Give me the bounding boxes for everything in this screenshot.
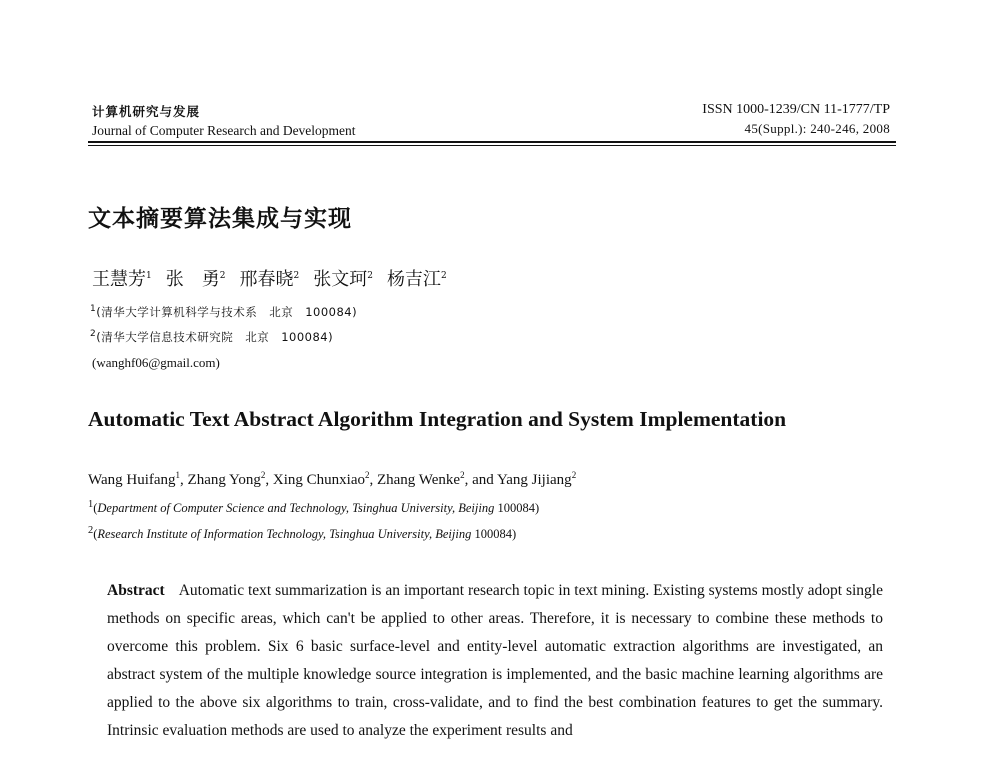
author-cn-aff: 2 <box>293 271 300 281</box>
author-email: (wanghf06@gmail.com) <box>92 355 220 370</box>
journal-name-cn: 计算机研究与发展 <box>92 104 201 119</box>
affiliation-open: ( <box>93 501 98 516</box>
affiliation-mark: 2 <box>90 329 97 340</box>
author-cn-name: 王慧芳 <box>92 269 146 290</box>
abstract <box>107 577 883 745</box>
author-en: Wang Huifang <box>88 472 176 488</box>
affiliation-mark: 1 <box>88 499 94 510</box>
affiliation-en-2 <box>88 525 516 542</box>
author-cn-name: 张 勇 <box>165 269 220 290</box>
author-separator: , <box>464 472 473 488</box>
author-separator: , <box>369 472 377 488</box>
author-en: Zhang Yong <box>187 472 261 488</box>
author-separator: , <box>180 472 188 488</box>
affiliation-code: 100084) <box>471 527 517 542</box>
author-and: and <box>472 472 494 488</box>
title-cn: 文本摘要算法集成与实现 <box>88 206 352 232</box>
author-cn-name: 杨吉江 <box>386 269 441 290</box>
affiliation-cn-1 <box>90 304 357 320</box>
author-en: Xing Chunxiao <box>272 472 365 488</box>
author-en-aff: 1 <box>175 470 181 480</box>
journal-header-left <box>92 102 356 139</box>
affiliation-mark: 1 <box>90 304 97 315</box>
affiliation-en-1 <box>88 499 539 516</box>
author-en-aff: 2 <box>364 470 370 480</box>
author-cn <box>313 265 373 291</box>
author-cn-aff: 2 <box>440 271 447 281</box>
authors-en <box>88 470 576 489</box>
abstract-label: Abstract <box>107 582 165 599</box>
header-rule-thick <box>88 141 896 143</box>
affiliation-cn-2 <box>90 329 333 345</box>
journal-header-right <box>702 102 890 137</box>
author-cn-aff: 1 <box>146 271 152 281</box>
author-cn-name: 张文珂 <box>313 269 368 290</box>
author-separator: , <box>265 472 273 488</box>
affiliation-text: (清华大学计算机科学与技术系 北京 100084) <box>96 305 358 319</box>
affiliation-open: ( <box>93 527 98 542</box>
authors-cn <box>92 265 447 291</box>
journal-name-en: Journal of Computer Research and Development <box>92 123 356 138</box>
author-en-aff: 2 <box>260 470 266 480</box>
header-rule-thin <box>88 145 896 146</box>
author-en: Yang Jijiang <box>496 472 572 488</box>
abstract-text: Automatic text summarization is an important research topic in text mining. Existing systems mostly adopt single methods on specific areas, which can't be applied to other areas. Therefore, it is necessary to combine these methods to overcome this problem. Six 6 basic surface-level and entity-level automatic extraction algorithms are investigated, an abstract system of the multiple knowledge source integration is implemented, and the basic machine learning algorithms are applied to the above six algorithms to train, cross-validate, and to find the best combination features to get the summary. Intrinsic evaluation methods are used to analyze the experiment results and <box>107 582 883 739</box>
affiliation-text: Research Institute of Information Technology, Tsinghua University, Beijing <box>97 527 472 542</box>
author-en: Zhang Wenke <box>376 472 461 488</box>
author-cn <box>239 265 299 291</box>
author-en-aff: 2 <box>571 470 577 480</box>
author-cn <box>92 265 152 291</box>
affiliation-text: Department of Computer Science and Technology, Tsinghua University, Beijing <box>97 501 495 516</box>
author-cn <box>166 265 226 291</box>
affiliation-text: (清华大学信息技术研究院 北京 100084) <box>96 330 334 344</box>
journal-volume: 45(Suppl.): 240-246, 2008 <box>744 121 890 136</box>
affiliation-code: 100084) <box>494 501 540 516</box>
author-cn-aff: 2 <box>367 271 373 281</box>
journal-issn: ISSN 1000-1239/CN 11-1777/TP <box>702 102 890 117</box>
title-en: Automatic Text Abstract Algorithm Integration and System Implementation <box>88 407 787 431</box>
author-cn-name: 邢春晓 <box>239 269 294 290</box>
affiliation-mark: 2 <box>88 525 94 536</box>
author-cn <box>387 265 447 291</box>
author-en-aff: 2 <box>460 470 465 480</box>
author-cn-aff: 2 <box>219 271 226 281</box>
